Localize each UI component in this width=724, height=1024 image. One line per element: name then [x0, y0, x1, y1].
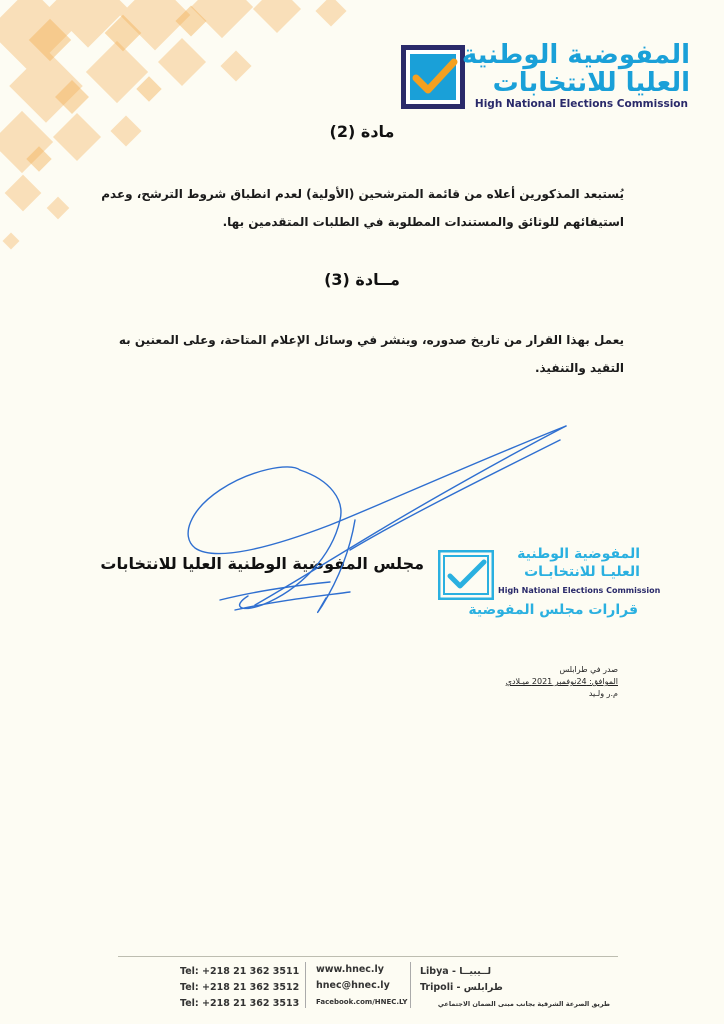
phone-2: Tel: +218 21 362 3512	[180, 982, 300, 993]
footer-separator	[305, 962, 306, 1008]
phone-3: Tel: +218 21 362 3513	[180, 998, 300, 1009]
stamp-line-2: العليـا للانتخابـات	[524, 564, 640, 580]
article-2-body: يُستبعد المذكورين أعلاه من قائمة المترشحين (الأولية) لعدم انطباق شروط الترشح، وعدم استيفائهم للوثائق والمستندات المطلوبة في الطلبات المتقدمين بها.	[101, 187, 624, 229]
article-3-heading: مــادة (3)	[324, 270, 400, 289]
org-name-ar-line1: المفوضية الوطنية	[461, 40, 690, 70]
issue-details	[506, 664, 618, 700]
issue-date: الموافق: 24نوفمبر 2021 ميـلادي	[505, 677, 618, 686]
org-logo	[400, 40, 690, 116]
facebook-link[interactable]: Facebook.com/HNEC.LY	[316, 998, 408, 1006]
article-3-body: يعمل بهذا القرار من تاريخ صدوره، وينشر في وسائل الإعلام المتاحة، وعلى المعنين به التقيد والتنفيذ.	[118, 333, 624, 375]
check-box-icon	[400, 44, 466, 110]
org-name-en: High National Elections Commission	[474, 98, 688, 110]
stamp-line-1: المفوضية الوطنية	[517, 546, 640, 562]
signatory-name: مجلس المفوضية الوطنية العليا للانتخابات	[100, 554, 424, 573]
stamp-check-box-icon	[438, 550, 494, 600]
footer-country: Libya - لــيبيــا	[420, 966, 492, 977]
website-link[interactable]: www.hnec.ly	[316, 964, 384, 975]
footer-online	[316, 962, 407, 1010]
issue-place: صدر في طرابلس	[559, 665, 618, 674]
footer-address: طريق الصرعة الشرقية بجانب مبنى الضمان الاجتماعي	[437, 1000, 610, 1008]
footer-divider	[118, 956, 618, 957]
stamp-line-4: قرارات مجلس المفوضية	[468, 602, 638, 618]
phone-1: Tel: +218 21 362 3511	[180, 966, 300, 977]
footer-phones	[180, 964, 299, 1012]
official-stamp	[436, 544, 661, 628]
footer-location	[420, 964, 610, 1012]
issue-initials: م.ر ولـيد	[588, 689, 618, 698]
article-2-heading: مادة (2)	[329, 122, 395, 141]
footer-separator	[410, 962, 411, 1008]
footer-city: Tripoli - طرابلس	[420, 982, 503, 993]
org-name-ar-line2: العليا للانتخابات	[492, 68, 690, 98]
stamp-line-3: High National Elections Commission	[498, 586, 661, 595]
email-link[interactable]: hnec@hnec.ly	[316, 980, 390, 991]
